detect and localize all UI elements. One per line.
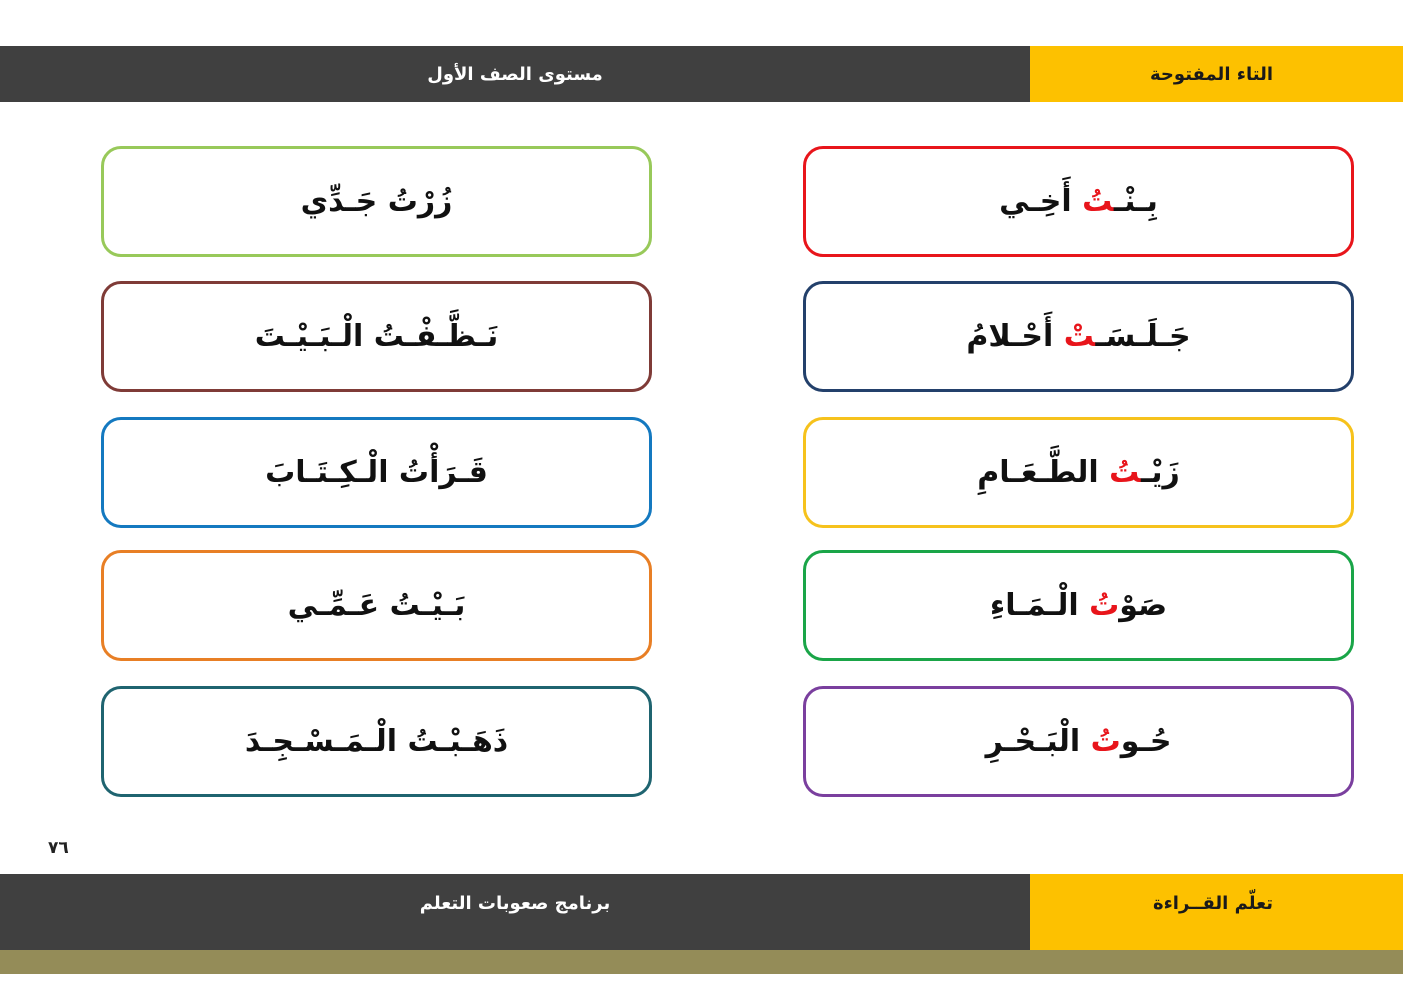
phrase-text: نَـظَّـفْـتُ الْـبَـيْـتَ (254, 319, 499, 354)
phrase-card (101, 417, 652, 528)
header-band (0, 46, 1403, 102)
phrase-card (101, 550, 652, 661)
phrase-card (101, 281, 652, 392)
page-number: ٧٦ (48, 838, 69, 858)
highlighted-ta: تُ (1089, 588, 1120, 623)
phrase-text: بِـنْـتُ أَخِـي (999, 184, 1158, 219)
phrase-card (101, 686, 652, 797)
highlighted-ta: تُ (1090, 724, 1121, 759)
phrase-text: قَـرَأْتُ الْـكِـتَـابَ (265, 455, 488, 490)
phrase-text: صَوْتُ الْـمَـاءِ (989, 588, 1168, 623)
phrase-text: زَيْـتُ الطَّـعَـامِ (977, 455, 1180, 490)
program-label: برنامج صعوبات التعلم (419, 892, 611, 914)
highlighted-ta: تْ (1063, 319, 1096, 354)
phrase-text: بَـيْـتُ عَـمِّـي (287, 588, 466, 623)
level-label: مستوى الصف الأول (427, 63, 603, 85)
highlighted-ta: تُ (1109, 455, 1141, 490)
phrase-text: حُـوتُ الْبَـحْـرِ (985, 724, 1172, 759)
phrase-card (803, 146, 1354, 257)
phrase-card (101, 146, 652, 257)
phrase-text: ذَهَـبْـتُ الْـمَـسْـجِـدَ (244, 724, 509, 759)
footer-band (0, 874, 1403, 950)
phrase-card (803, 686, 1354, 797)
highlighted-ta: تُ (1082, 184, 1114, 219)
section-title: التاء المفتوحة (1150, 63, 1273, 85)
phrase-text: زُرْتُ جَـدِّي (300, 184, 453, 219)
book-title: تعلّم القــراءة (1152, 892, 1273, 914)
phrase-card (803, 550, 1354, 661)
phrase-text: جَـلَـسَـتْ أَحْـلامُ (966, 319, 1191, 354)
footer-strip (0, 950, 1403, 974)
phrase-card (803, 417, 1354, 528)
phrase-card (803, 281, 1354, 392)
